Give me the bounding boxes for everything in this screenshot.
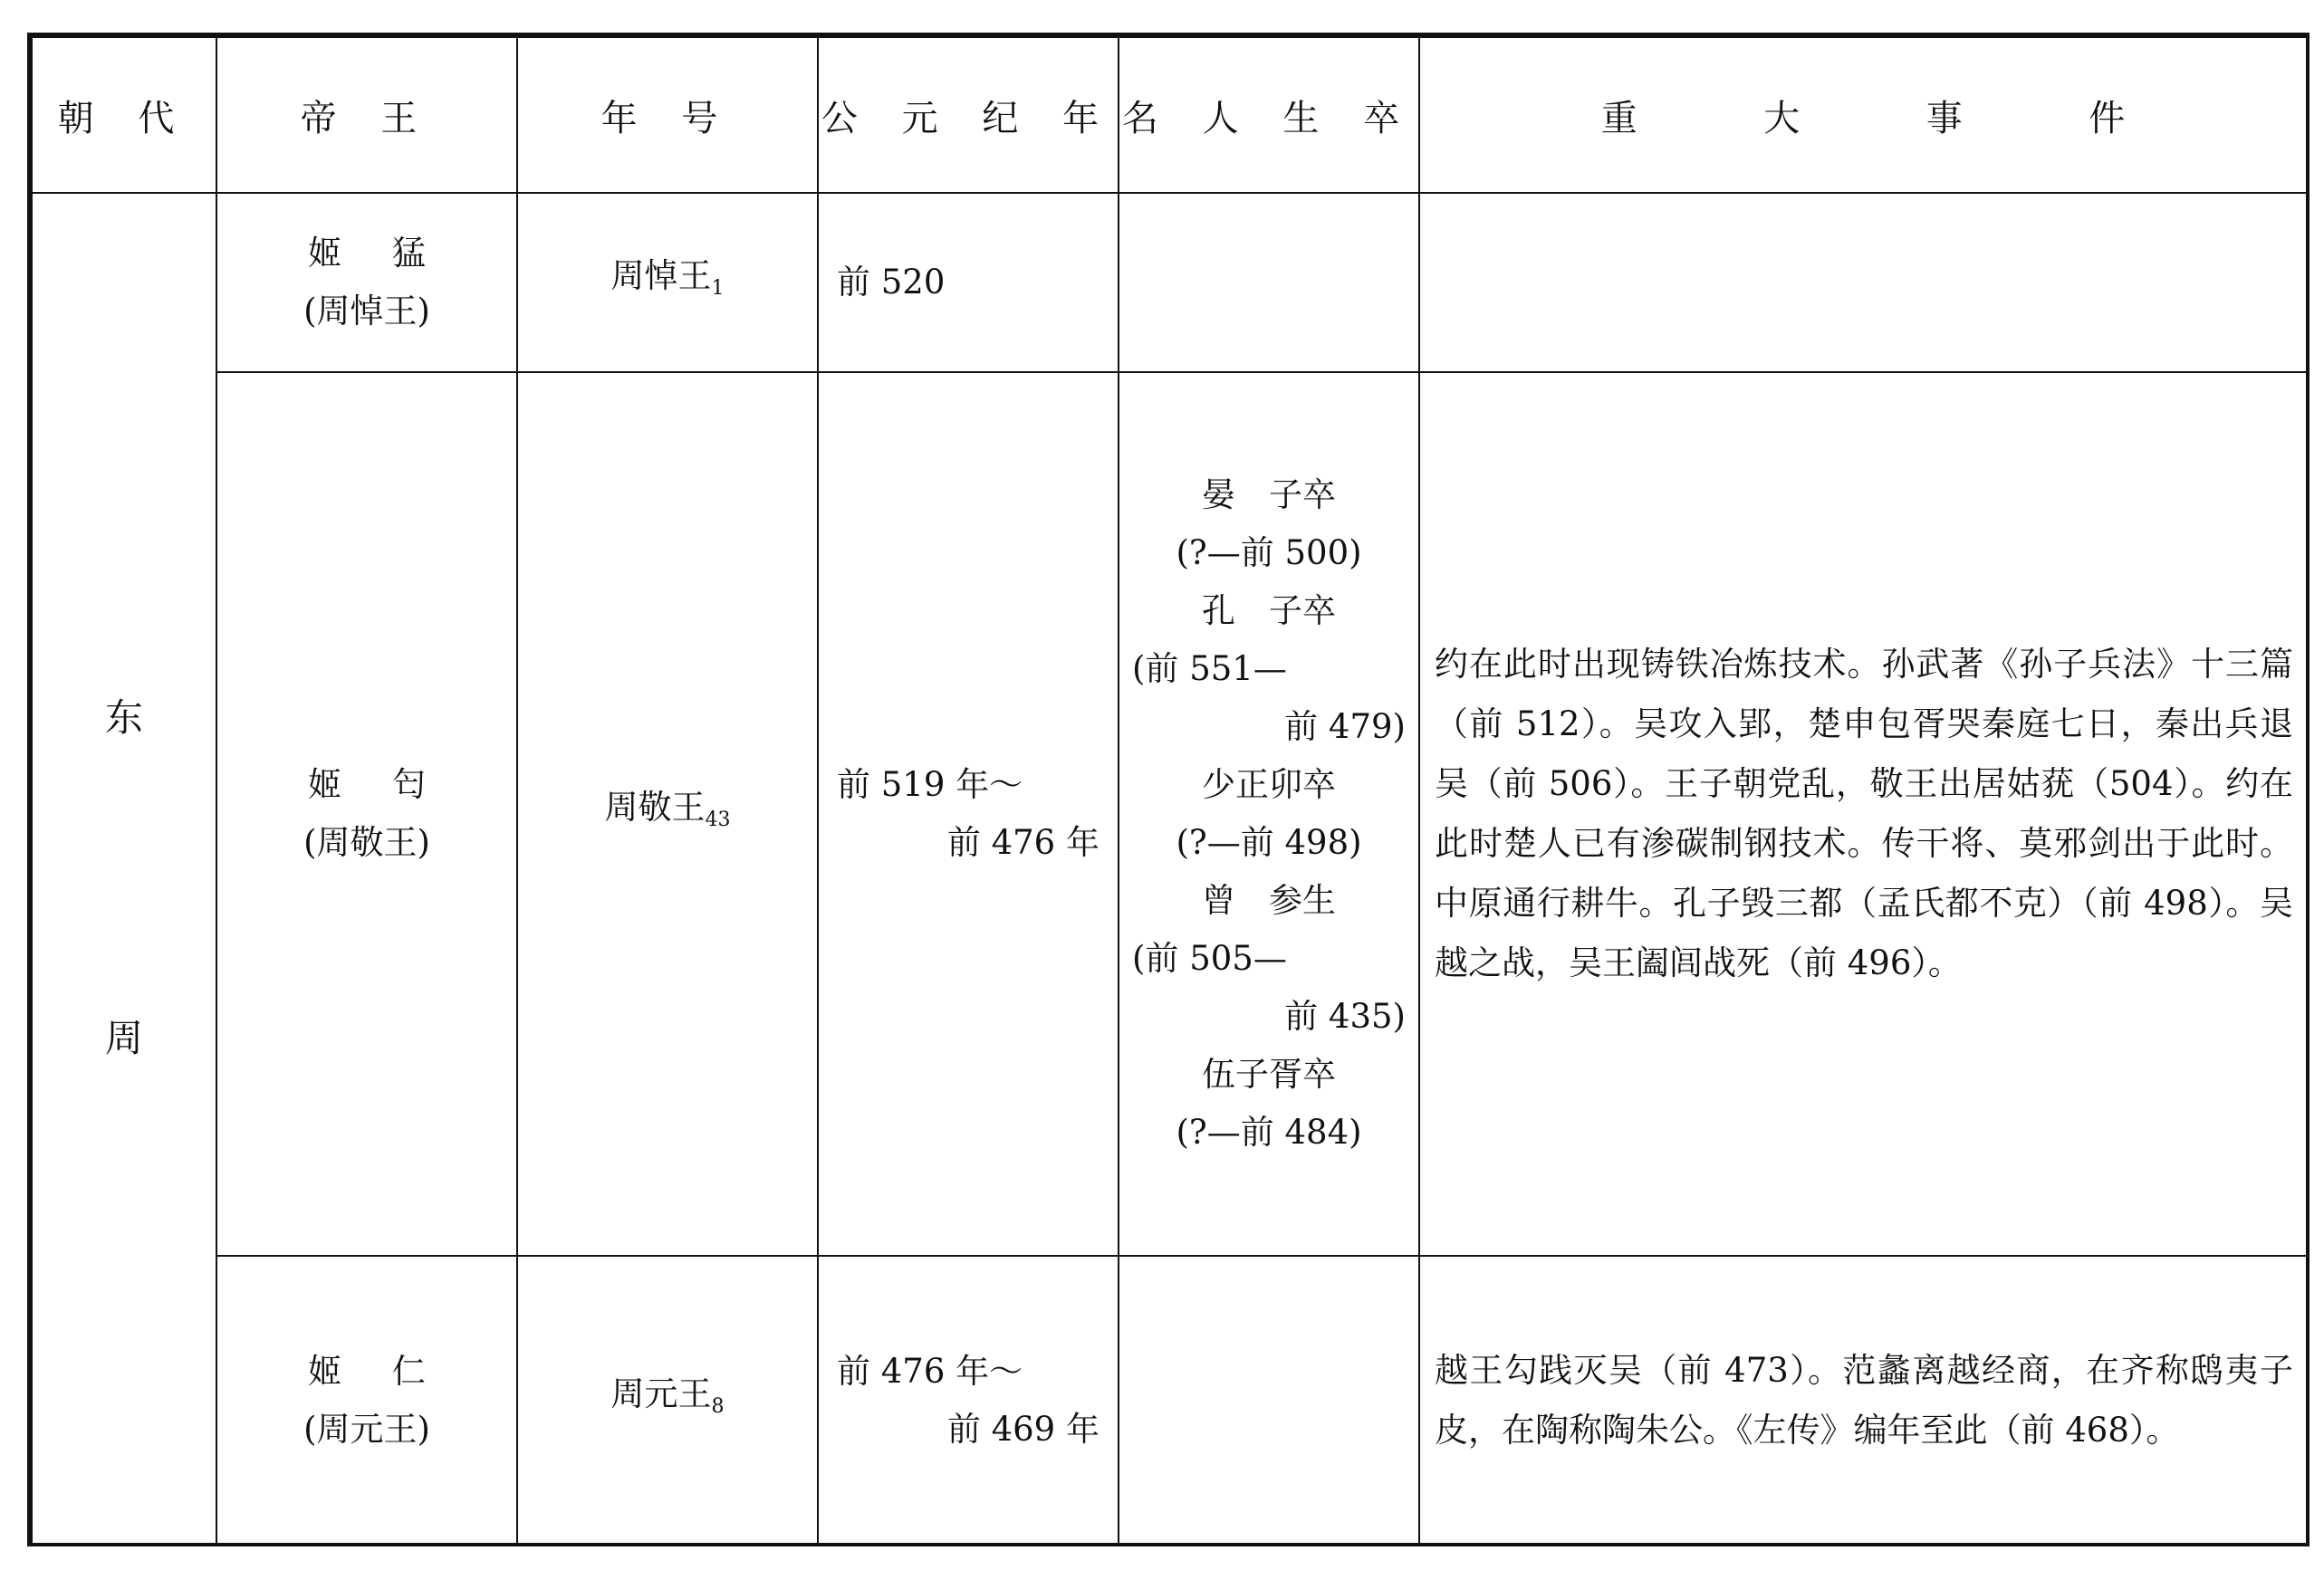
notable-line: (?—前 500) (1176, 533, 1362, 572)
notable-line: 曾 参生 (1202, 881, 1336, 920)
year-end: 前 469 年 (946, 1410, 1100, 1449)
ruler-name: 姬 仁 (308, 1352, 446, 1391)
ruler-name: 姬 匄 (308, 765, 446, 804)
dynasty-char: 东 (104, 695, 143, 740)
dynasty-char: 周 (104, 1016, 143, 1060)
header-reign-title: 年 号 (517, 37, 818, 193)
notable-line: (前 505— (1132, 939, 1287, 978)
table-row (32, 372, 2307, 1256)
header-notables: 名 人 生 卒 (1119, 37, 1419, 193)
header-events-char: 事 (1925, 97, 1963, 139)
ruler-cell (216, 372, 517, 1256)
notable-line: (?—前 498) (1176, 823, 1362, 862)
notable-line: 前 479) (1284, 707, 1406, 746)
reign-title-cell (517, 1256, 818, 1546)
year-start: 前 519 年～ (837, 765, 1023, 804)
year-start: 前 476 年～ (837, 1352, 1023, 1391)
reign-title: 周元王 (610, 1374, 712, 1413)
reign-title-cell (517, 193, 818, 372)
ruler-alias: (周敬王) (303, 823, 430, 862)
notable-line: 晏 子卒 (1202, 475, 1336, 514)
header-events-char: 件 (2089, 97, 2126, 139)
ruler-name: 姬 猛 (308, 234, 446, 273)
ad-year-cell (818, 193, 1119, 372)
dynasty-cell (32, 193, 216, 1546)
header-events-char: 重 (1600, 97, 1637, 139)
table-row (32, 1256, 2307, 1546)
ruler-alias: (周悼王) (303, 292, 430, 330)
reign-title: 周悼王 (610, 256, 712, 295)
ruler-cell (216, 193, 517, 372)
notable-line: (前 551— (1132, 649, 1287, 688)
header-dynasty: 朝 代 (32, 37, 216, 193)
notables-cell (1119, 372, 1419, 1256)
notable-line: 孔 子卒 (1202, 591, 1336, 630)
reign-title-cell (517, 372, 818, 1256)
notable-line: 前 435) (1284, 997, 1406, 1036)
reign-years: 1 (711, 277, 725, 300)
notable-line: 伍子胥卒 (1202, 1055, 1336, 1094)
header-ruler: 帝 王 (216, 37, 517, 193)
header-row (32, 37, 2307, 193)
year-start: 前 520 (837, 263, 946, 302)
reign-years: 8 (711, 1395, 725, 1418)
notables-cell (1119, 1256, 1419, 1546)
ruler-alias: (周元王) (303, 1410, 430, 1449)
ruler-cell (216, 1256, 517, 1546)
notables-cell (1119, 193, 1419, 372)
ad-year-cell (818, 1256, 1119, 1546)
reign-title: 周敬王 (604, 788, 706, 827)
header-events-char: 大 (1763, 97, 1801, 139)
events-cell: 约在此时出现铸铁冶炼技术。孙武著《孙子兵法》十三篇（前 512）。吴攻入郢，楚申包胥哭秦庭七日，秦出兵退吴（前 506）。王子朝党乱，敬王出居姑莸（504）。约在此时楚人已有渗碳制钢技术。传干将、莫邪剑出于此时。中原通行耕牛。孔子毁三都（孟氏都不克）（前 498）。吴越之战，吴王阖闾战死（前 496）。 (1419, 372, 2307, 1256)
chronology-table (31, 36, 2308, 1546)
header-events (1419, 37, 2307, 193)
reign-years: 43 (705, 809, 731, 831)
notable-line: 少正卯卒 (1202, 765, 1336, 804)
chronology-table-page (27, 33, 2310, 1546)
header-ad-year: 公 元 纪 年 (818, 37, 1119, 193)
notable-line: (?—前 484) (1176, 1113, 1362, 1152)
events-cell (1419, 193, 2307, 372)
year-end: 前 476 年 (946, 823, 1100, 862)
events-cell: 越王勾践灭吴（前 473）。范蠡离越经商，在齐称鸱夷子皮，在陶称陶朱公。《左传》编年至此（前 468）。 (1419, 1256, 2307, 1546)
ad-year-cell (818, 372, 1119, 1256)
table-row (32, 193, 2307, 372)
